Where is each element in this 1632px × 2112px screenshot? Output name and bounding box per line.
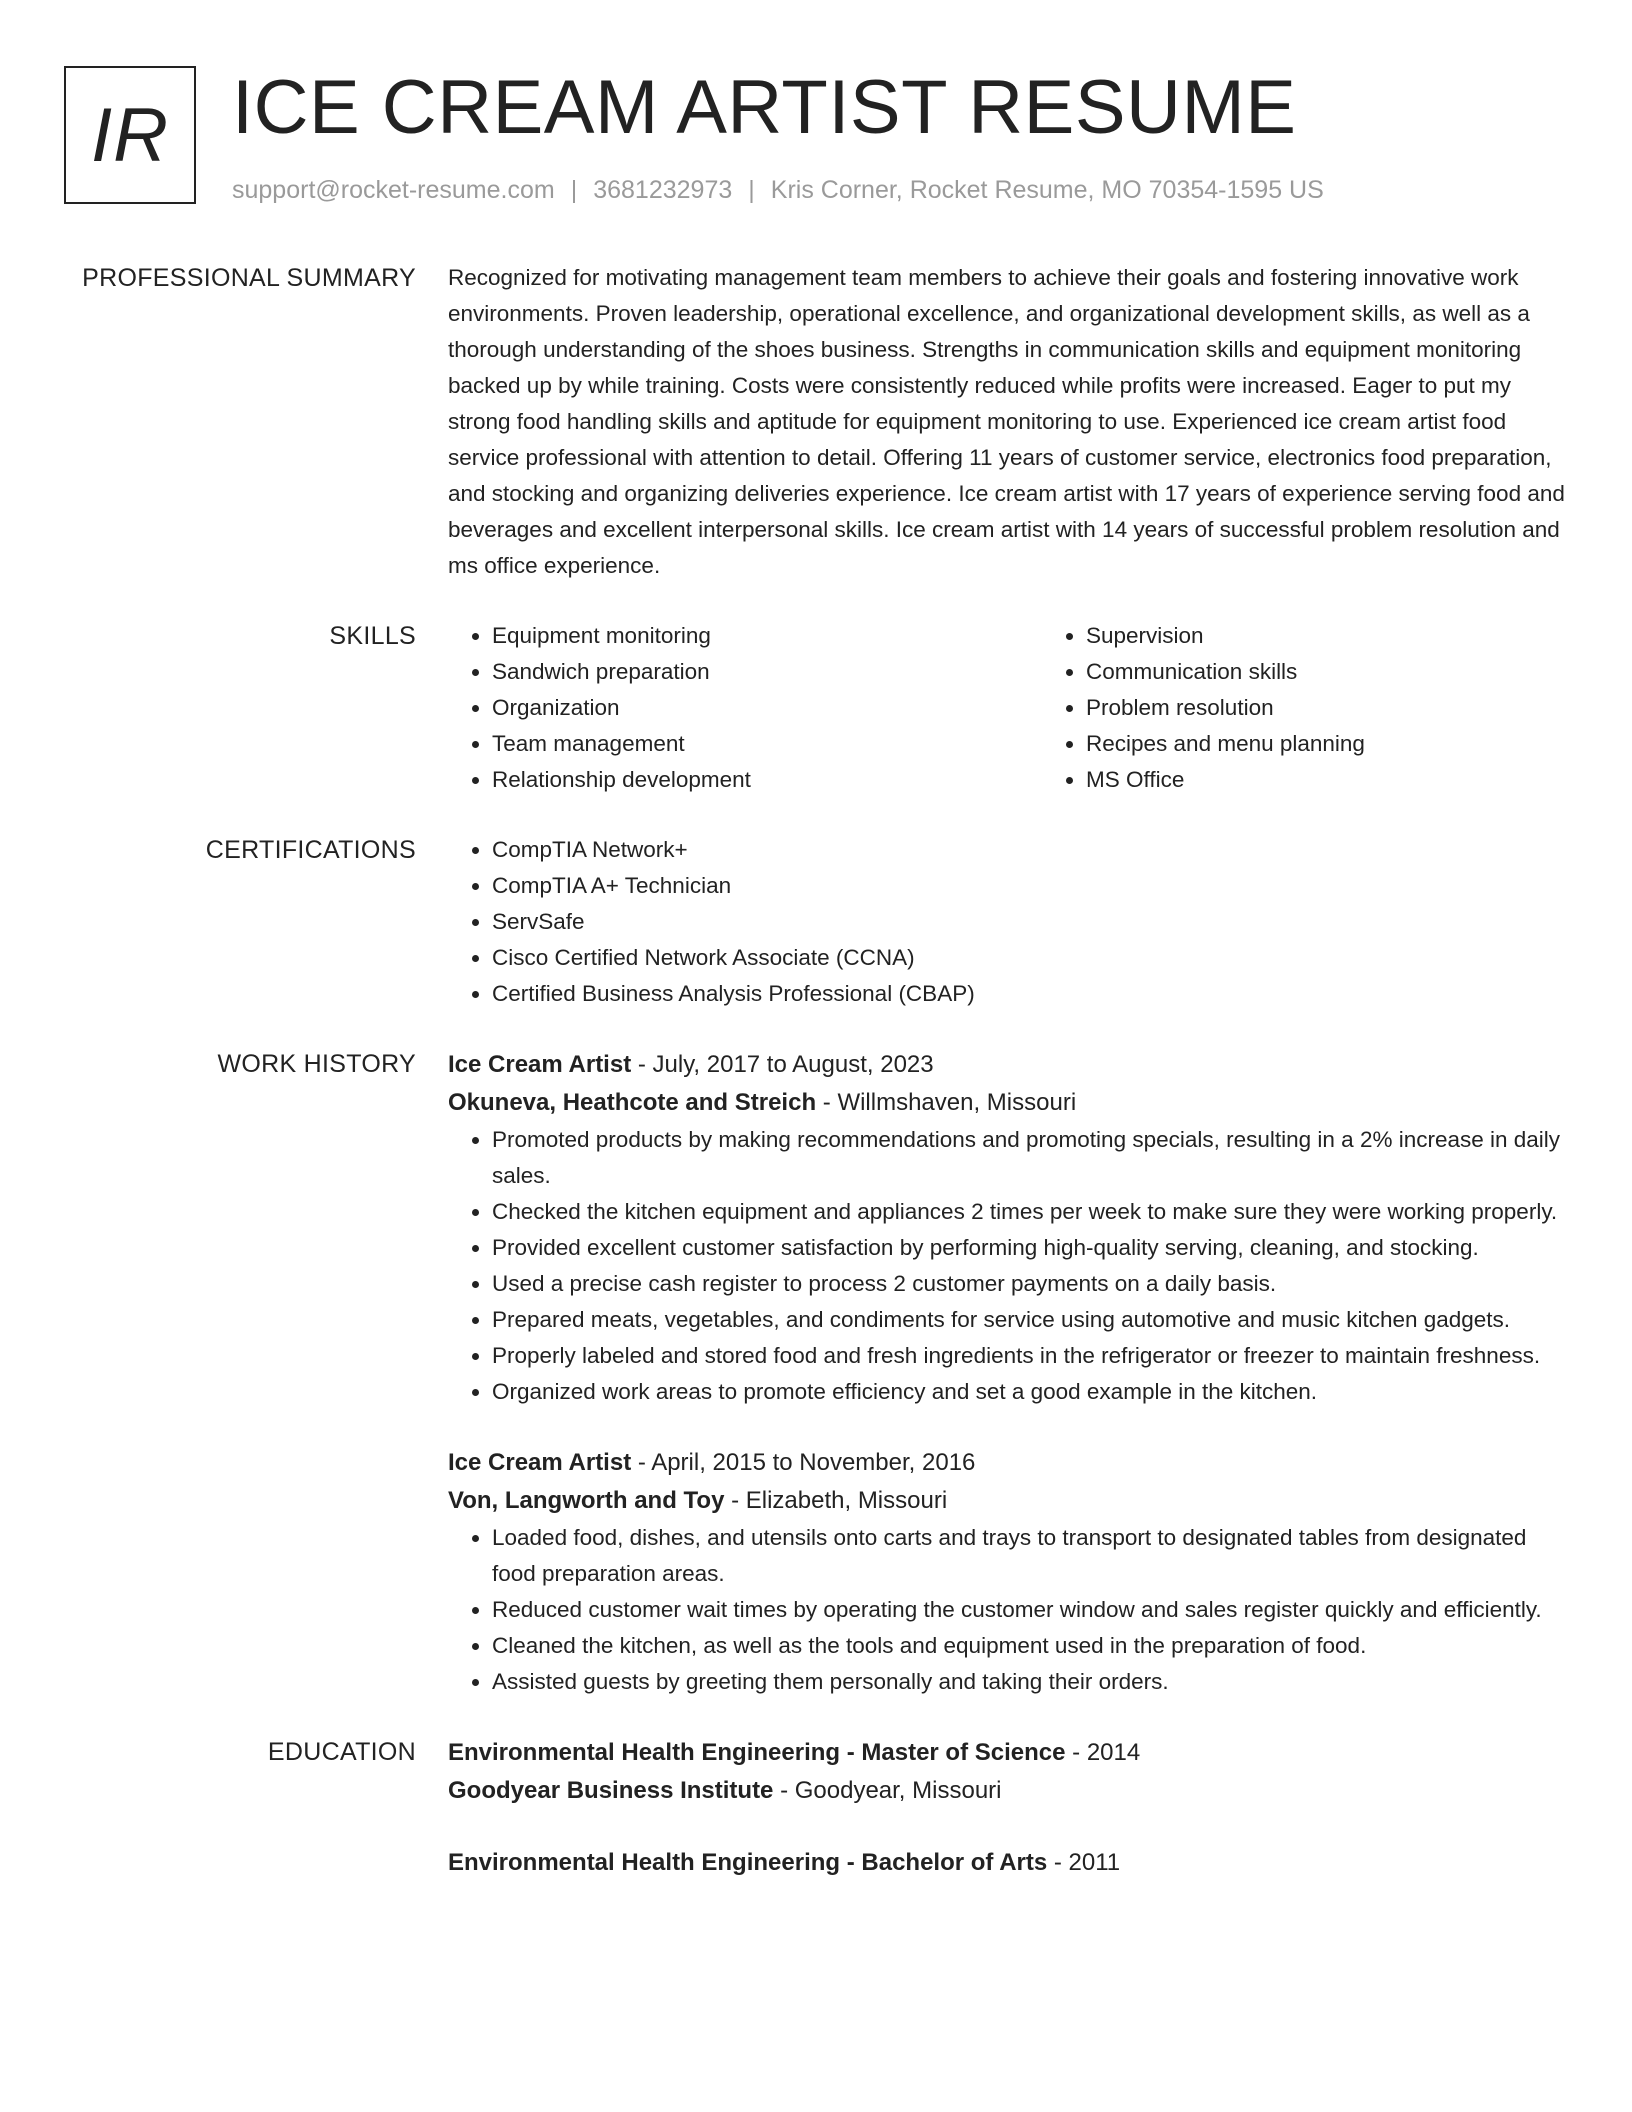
job-title-line (448, 1046, 1568, 1084)
job-bullets (448, 1520, 1568, 1700)
education-school-line (448, 1772, 1568, 1810)
job-bullet: • Promoted products by making recommendations and promoting specials, resulting in a 2% increase in daily sales. (492, 1122, 1568, 1194)
education-degree: Environmental Health Engineering - Bachelor of Arts (448, 1849, 1048, 1876)
contact-line (232, 174, 1324, 206)
education-year: - 2014 (1065, 1739, 1141, 1766)
job-dates: - April, 2015 to November, 2016 (631, 1449, 976, 1476)
job-bullet: • Prepared meats, vegetables, and condiments for service using automotive and music kitchen gadgets. (492, 1302, 1568, 1338)
section-label-certifications: CERTIFICATIONS (205, 836, 416, 864)
certification-item: • CompTIA Network+ (492, 832, 1568, 868)
job-bullets (448, 1122, 1568, 1410)
section-label-summary: PROFESSIONAL SUMMARY (82, 264, 416, 292)
job-company: Okuneva, Heathcote and Streich (448, 1089, 817, 1116)
job-location: - Elizabeth, Missouri (724, 1487, 948, 1514)
job-bullet: • Used a precise cash register to process 2 customer payments on a daily basis. (492, 1266, 1568, 1302)
job-bullet: • Cleaned the kitchen, as well as the tools and equipment used in the preparation of food. (492, 1628, 1568, 1664)
skill-item: • Relationship development (492, 762, 1042, 798)
education-degree: Environmental Health Engineering - Master of Science (448, 1739, 1066, 1766)
certifications-section (64, 832, 1568, 1012)
education-section (64, 1734, 1568, 1882)
job-company: Von, Langworth and Toy (448, 1487, 725, 1514)
job-bullet: • Loaded food, dishes, and utensils onto carts and trays to transport to designated tables from designated food preparation areas. (492, 1520, 1568, 1592)
skills-list-left (448, 618, 1042, 798)
skill-item: • Equipment monitoring (492, 618, 1042, 654)
skill-item: • Communication skills (1086, 654, 1632, 690)
monogram-badge: IR (64, 66, 196, 204)
job-bullet: • Reduced customer wait times by operating the customer window and sales register quickly and efficiently. (492, 1592, 1568, 1628)
education-degree-line (448, 1844, 1568, 1882)
section-label-skills: SKILLS (329, 622, 416, 650)
job-title-line (448, 1444, 1568, 1482)
certification-item: • CompTIA A+ Technician (492, 868, 1568, 904)
summary-section (64, 260, 1568, 584)
education-location: - Goodyear, Missouri (773, 1777, 1002, 1804)
resume-title: ICE CREAM ARTIST RESUME (232, 65, 1297, 150)
job-entry (448, 1444, 1568, 1700)
skill-item: • Organization (492, 690, 1042, 726)
work-history-section (64, 1046, 1568, 1700)
skill-item: • Supervision (1086, 618, 1632, 654)
section-label-work-history: WORK HISTORY (217, 1050, 416, 1078)
job-bullet: • Provided excellent customer satisfaction by performing high-quality serving, cleaning, and stocking. (492, 1230, 1568, 1266)
job-entry (448, 1046, 1568, 1410)
contact-address: Kris Corner, Rocket Resume, MO 70354-1595 US (770, 176, 1324, 204)
skills-list-right (1042, 618, 1632, 798)
job-bullet: • Checked the kitchen equipment and appliances 2 times per week to make sure they were working properly. (492, 1194, 1568, 1230)
education-degree-line (448, 1734, 1568, 1772)
contact-email: support@rocket-resume.com (232, 176, 555, 204)
job-bullet: • Organized work areas to promote efficiency and set a good example in the kitchen. (492, 1374, 1568, 1410)
education-entry (448, 1734, 1568, 1810)
contact-separator: | (748, 176, 755, 204)
skill-item: • Problem resolution (1086, 690, 1632, 726)
certification-item: • Certified Business Analysis Professional (CBAP) (492, 976, 1568, 1012)
summary-text: Recognized for motivating management team members to achieve their goals and fostering innovative work environments. Proven leadership, operational excellence, and organizational development skills, as well as a thorough understanding of the shoes business. Strengths in communication skills and equipment monitoring backed up by while training. Costs were consistently reduced while profits were increased. Eager to put my strong food handling skills and aptitude for equipment monitoring to use. Experienced ice cream artist food service professional with attention to detail. Offering 11 years of customer service, electronics food preparation, and stocking and organizing deliveries experience. Ice cream artist with 17 years of experience serving food and beverages and excellent interpersonal skills. Ice cream artist with 14 years of successful problem resolution and ms office experience. (448, 265, 1565, 578)
contact-phone: 3681232973 (593, 176, 733, 204)
contact-separator: | (570, 176, 578, 204)
job-title: Ice Cream Artist (448, 1449, 632, 1476)
certifications-list (448, 832, 1568, 1012)
job-title: Ice Cream Artist (448, 1051, 632, 1078)
resume-content (64, 260, 1568, 1882)
section-label-education: EDUCATION (267, 1738, 416, 1766)
job-company-line (448, 1084, 1568, 1122)
job-location: - Willmshaven, Missouri (816, 1089, 1077, 1116)
resume-header (64, 64, 1568, 214)
education-entry (448, 1844, 1568, 1882)
skill-item: • Team management (492, 726, 1042, 762)
skill-item: • Sandwich preparation (492, 654, 1042, 690)
education-year: - 2011 (1047, 1849, 1121, 1876)
certification-item: • ServSafe (492, 904, 1568, 940)
job-bullet: • Properly labeled and stored food and fresh ingredients in the refrigerator or freezer to maintain freshness. (492, 1338, 1568, 1374)
skill-item: • Recipes and menu planning (1086, 726, 1632, 762)
skill-item: • MS Office (1086, 762, 1632, 798)
education-school: Goodyear Business Institute (448, 1777, 774, 1804)
skills-section (64, 618, 1568, 798)
job-company-line (448, 1482, 1568, 1520)
certification-item: • Cisco Certified Network Associate (CCNA) (492, 940, 1568, 976)
job-dates: - July, 2017 to August, 2023 (631, 1051, 934, 1078)
job-bullet: • Assisted guests by greeting them personally and taking their orders. (492, 1664, 1568, 1700)
